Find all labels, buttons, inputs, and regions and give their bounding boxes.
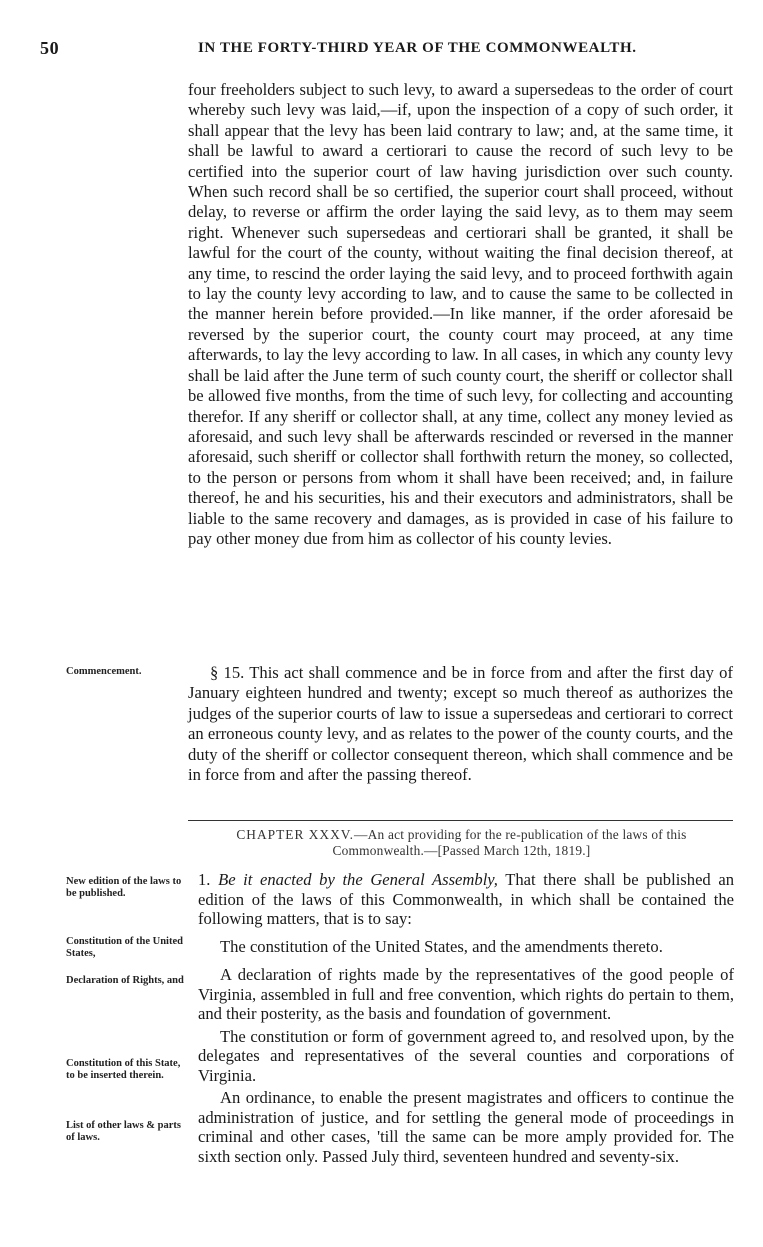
page-number: 50: [40, 38, 60, 58]
sidenote-declaration-of-rights: Declaration of Rights, and: [66, 975, 184, 986]
section-1-body: That there shall be published an edition of the laws of this Commonwealth, in which shall be contained the following matters, that is to say:: [198, 870, 734, 928]
enacting-clause: Be it enacted by the General Assembly,: [218, 870, 498, 889]
section-14-continuation: [188, 80, 733, 549]
sidenote-commencement: Commencement.: [66, 666, 142, 677]
item-constitution-state: The constitution or form of government agreed to, and resolved upon, by the delegates and representatives of the several counties and corporations of Virginia.: [198, 1026, 734, 1085]
section-14-text: four freeholders subject to such levy, to award a supersedeas to the order of court whereby such levy was laid,—if, upon the inspection of a copy of such order, it shall appear that the levy has been laid contrary to law; and, at the same time, it shall be lawful to award a certiorari to cause the record of such levy to be certified into the superior court of law having jurisdiction over such county. When such record shall be so certified, the superior court shall proceed, without delay, to reverse or affirm the order laying the said levy, as to them may seem right. Whenever such supersedeas and certiorari shall be granted, it shall be lawful for the court of the county, without waiting the final decision thereof, at any time, to rescind the order laying the said levy, and to proceed forthwith again to lay the county levy according to law, and to cause the same to be collected in the manner herein before provided.—In like manner, if the order aforesaid be reversed by the superior court, the county court may proceed, at any time afterwards, to lay the levy according to law. In all cases, in which any county levy shall be laid after the June term of such county court, the sheriff or collector shall be allowed five months, from the time of such levy, for collecting and accounting therefor. If any sheriff or collector shall, at any time, collect any money levied as aforesaid, and such levy shall be afterwards rescinded or reversed in the manner aforesaid, such sheriff or collector shall forthwith return the money, so collected, to the person or persons from whom it shall have been received; and, in failure thereof, he and his securities, his and their executors and administrators, shall be liable to the same recovery and damages, as is provided in case of his failure to pay other money due from him as collector of his county levies.: [188, 80, 733, 548]
sidenote-constitution-us: Constitution of the United States,: [66, 936, 183, 959]
section-1-text: [198, 870, 734, 929]
section-1-number: 1.: [198, 870, 211, 889]
chapter-title: —An act providing for the re-publication of the laws of this Commonwealth.—[Passed March 12th, 1819.]: [332, 827, 687, 858]
item-declaration-of-rights: A declaration of rights made by the representatives of the good people of Virginia, assembled in full and free convention, which rights do pertain to them, and their posterity, as the basis and foundation of government.: [198, 965, 734, 1023]
running-header: [40, 38, 730, 60]
sidenote-list-of-laws: List of other laws & parts of laws.: [66, 1120, 182, 1143]
chapter-label: CHAPTER XXXV.: [236, 827, 355, 842]
item-constitution-us: The constitution of the United States, and the amendments thereto.: [220, 936, 663, 956]
chapter-divider: [188, 820, 733, 821]
chapter-35-section-1: [198, 870, 734, 1166]
chapter-heading: [190, 827, 733, 859]
section-15-text: § 15. This act shall commence and be in force from and after the first day of January eighteen hundred and twenty; except so much thereof as authorizes the judges of the superior courts of law to issue a supersedeas and certiorari to correct an erroneous county levy, and as relates to the power of the county courts, and the duty of the sheriff or collector consequent thereon, which shall commence and be in force from and after the passing thereof.: [188, 663, 733, 785]
section-15: [188, 663, 733, 785]
running-title: IN THE FORTY-THIRD YEAR OF THE COMMONWEALTH.: [198, 40, 637, 56]
sidenote-constitution-state: Constitution of this State, to be inserted therein.: [66, 1058, 181, 1081]
item-ordinance: An ordinance, to enable the present magistrates and officers to continue the administration of justice, and for settling the general mode of proceedings in criminal and other cases, 'till the same can be more amply provided for. The sixth section only. Passed July third, seventeen hundred and seventy-six.: [198, 1088, 734, 1166]
sidenote-new-edition: New edition of the laws to be published.: [66, 876, 182, 899]
